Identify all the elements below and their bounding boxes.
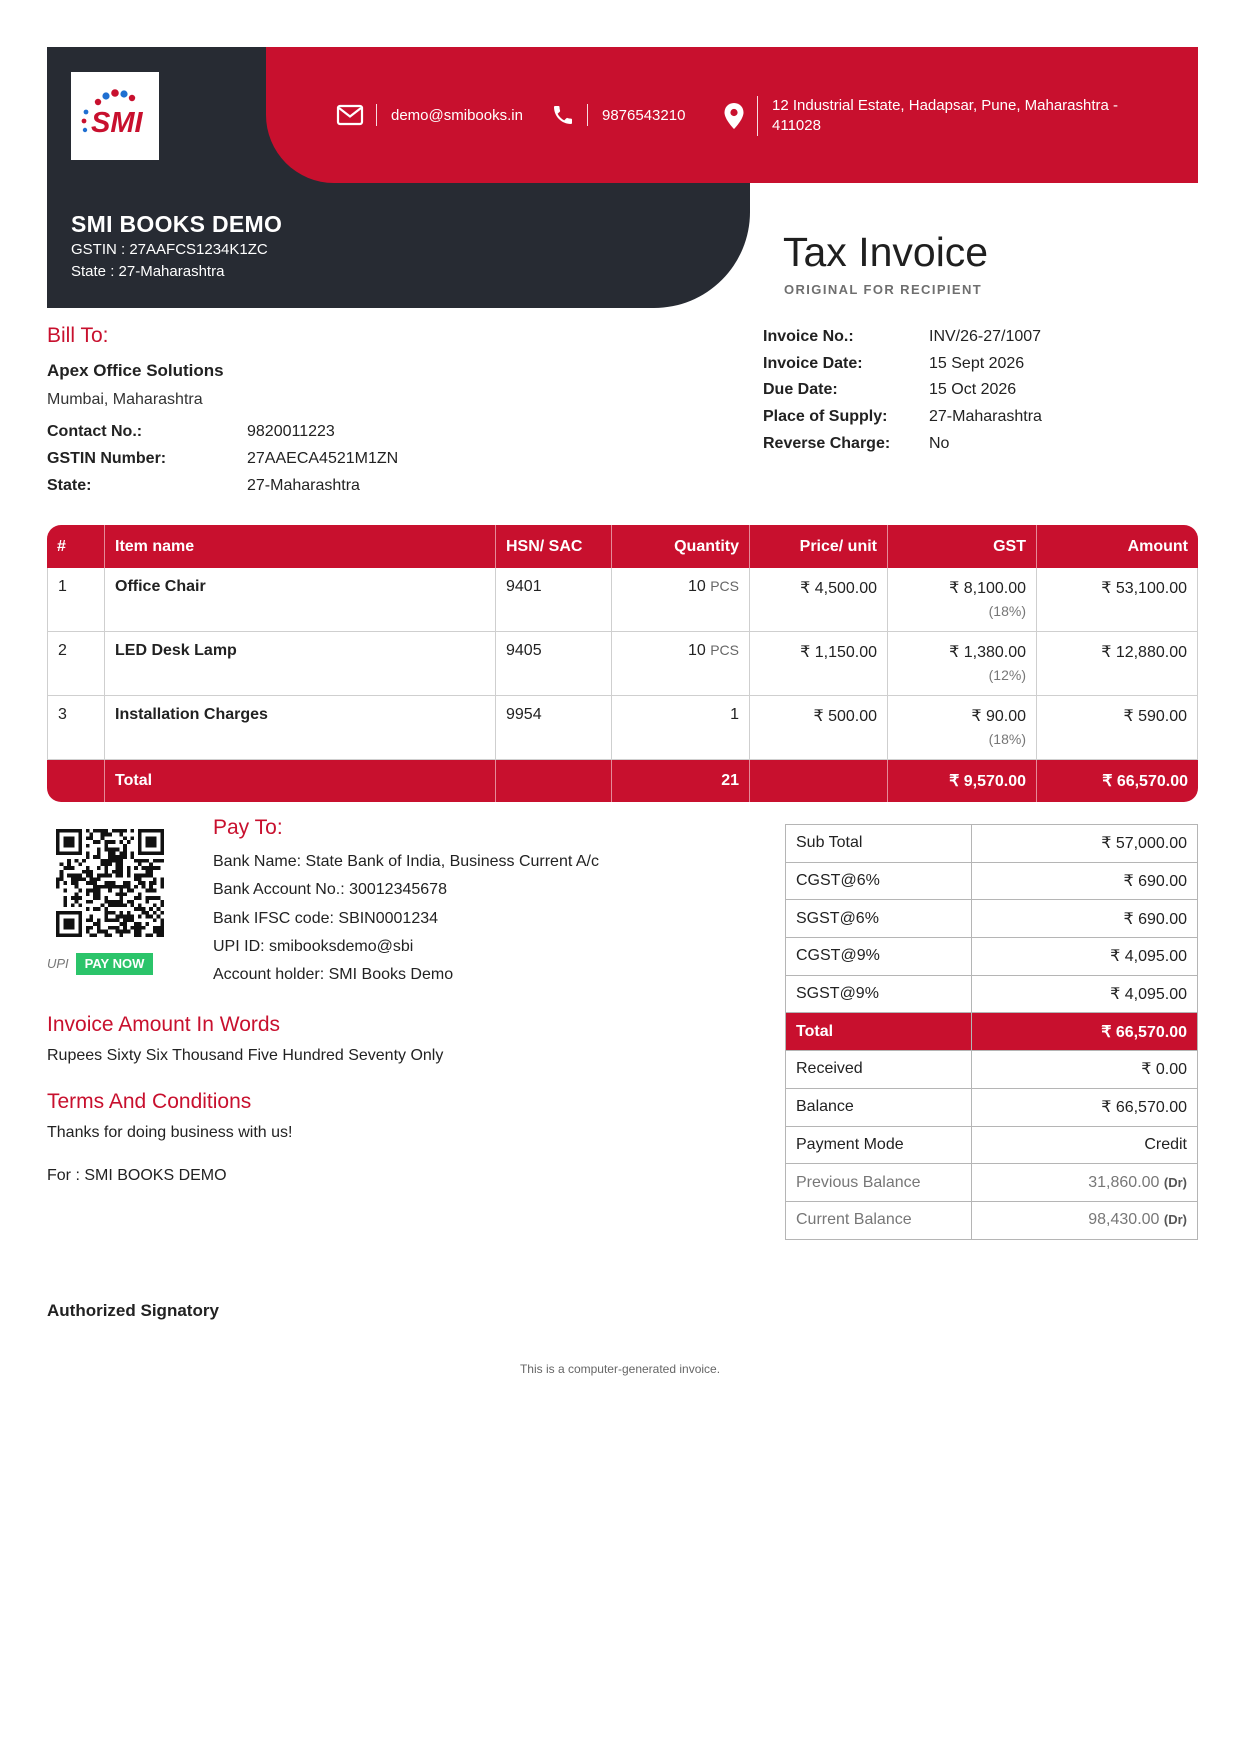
- summary-label: Payment Mode: [786, 1126, 972, 1164]
- col-header-gst: GST: [888, 525, 1037, 568]
- summary-label: Previous Balance: [786, 1164, 972, 1202]
- item-hsn: 9954: [496, 696, 612, 760]
- total-blank: [750, 760, 888, 802]
- terms-heading: Terms And Conditions: [47, 1090, 252, 1113]
- pay-to-heading: Pay To:: [213, 816, 283, 839]
- col-header-hsn: HSN/ SAC: [496, 525, 612, 568]
- total-blank: [47, 760, 105, 802]
- email-text[interactable]: demo@smibooks.in: [391, 106, 523, 124]
- customer-name: Apex Office Solutions: [47, 361, 224, 380]
- total-amount: ₹ 66,570.00: [1037, 760, 1198, 802]
- invoice-no-label: Invoice No.:: [763, 328, 854, 345]
- col-header-price: Price/ unit: [750, 525, 888, 568]
- col-header-number: #: [47, 525, 105, 568]
- summary-row: [786, 1051, 1198, 1089]
- col-header-quantity: Quantity: [612, 525, 750, 568]
- items-table: [47, 525, 1198, 802]
- summary-label: CGST@6%: [786, 862, 972, 900]
- invoice-date-label: Invoice Date:: [763, 355, 863, 372]
- summary-row: [786, 1126, 1198, 1164]
- item-price: ₹ 500.00: [750, 696, 888, 760]
- summary-row: [786, 975, 1198, 1013]
- footer-note: This is a computer-generated invoice.: [519, 1362, 721, 1376]
- items-header-row: [47, 525, 1198, 568]
- summary-value: [971, 1164, 1197, 1202]
- item-price: ₹ 1,150.00: [750, 632, 888, 696]
- summary-value: ₹ 66,570.00: [971, 1088, 1197, 1126]
- summary-value: ₹ 0.00: [971, 1051, 1197, 1089]
- for-company-line: For : SMI BOOKS DEMO: [47, 1167, 227, 1184]
- summary-row: [786, 862, 1198, 900]
- mail-icon: [336, 104, 364, 126]
- summary-value: Credit: [971, 1126, 1197, 1164]
- qty-value: 1: [730, 706, 739, 723]
- summary-value: ₹ 690.00: [971, 900, 1197, 938]
- item-gst: [888, 568, 1037, 632]
- total-gst: ₹ 9,570.00: [888, 760, 1037, 802]
- item-name: Installation Charges: [105, 696, 496, 760]
- location-pin-icon: [723, 102, 745, 130]
- bank-account: Bank Account No.: 30012345678: [213, 881, 447, 898]
- qty-value: 10: [687, 578, 706, 595]
- summary-value: ₹ 4,095.00: [971, 938, 1197, 976]
- bill-to-heading: Bill To:: [47, 324, 109, 347]
- summary-label: Total: [786, 1013, 972, 1051]
- gstin-label: GSTIN Number:: [47, 450, 167, 467]
- summary-label: Received: [786, 1051, 972, 1089]
- total-quantity: 21: [612, 760, 750, 802]
- invoice-date-value: 15 Sept 2026: [929, 355, 1025, 372]
- upi-qr-code[interactable]: [56, 829, 164, 937]
- summary-value: ₹ 66,570.00: [971, 1013, 1197, 1051]
- qty-value: 10: [687, 642, 706, 659]
- company-logo: [71, 72, 159, 160]
- phone-contact[interactable]: [551, 100, 685, 130]
- summary-value: ₹ 57,000.00: [971, 825, 1197, 863]
- gst-percent: (18%): [988, 731, 1026, 747]
- reverse-charge-label: Reverse Charge:: [763, 435, 891, 452]
- items-total-row: [47, 760, 1198, 802]
- email-contact[interactable]: [336, 100, 523, 130]
- amount-in-words-heading: Invoice Amount In Words: [47, 1013, 281, 1036]
- item-gst: [888, 632, 1037, 696]
- address-contact: [723, 94, 1132, 138]
- summary-table: [785, 824, 1198, 1240]
- item-hsn: 9401: [496, 568, 612, 632]
- pay-now-button[interactable]: PAY NOW: [76, 953, 153, 975]
- debit-badge: (Dr): [1163, 1212, 1187, 1228]
- place-of-supply-label: Place of Supply:: [763, 408, 888, 425]
- summary-label: Sub Total: [786, 825, 972, 863]
- item-number: 2: [47, 632, 105, 696]
- bank-ifsc: Bank IFSC code: SBIN0001234: [213, 910, 439, 927]
- address-text: 12 Industrial Estate, Hadapsar, Pune, Maharashtra - 411028: [772, 97, 1119, 134]
- table-row: [47, 568, 1198, 632]
- summary-row: [786, 1201, 1198, 1239]
- summary-label: SGST@9%: [786, 975, 972, 1013]
- item-amount: ₹ 12,880.00: [1037, 632, 1198, 696]
- item-quantity: [612, 568, 750, 632]
- gst-value: ₹ 1,380.00: [949, 644, 1026, 661]
- divider: [587, 104, 588, 126]
- qty-unit: PCS: [710, 642, 739, 658]
- svg-text:SMI: SMI: [91, 107, 143, 139]
- summary-row: [786, 1088, 1198, 1126]
- gstin-value: 27AAECA4521M1ZN: [247, 450, 399, 467]
- table-row: [47, 696, 1198, 760]
- summary-row: [786, 900, 1198, 938]
- gst-percent: (12%): [988, 667, 1026, 683]
- item-number: 1: [47, 568, 105, 632]
- balance-amount: 98,430.00: [1088, 1211, 1160, 1229]
- reverse-charge-value: No: [929, 435, 950, 452]
- item-price: ₹ 4,500.00: [750, 568, 888, 632]
- col-header-amount: Amount: [1037, 525, 1198, 568]
- total-label: Total: [105, 760, 496, 802]
- terms-text: Thanks for doing business with us!: [47, 1124, 293, 1141]
- upi-label: UPI: [47, 956, 69, 971]
- item-number: 3: [47, 696, 105, 760]
- summary-value: ₹ 690.00: [971, 862, 1197, 900]
- gst-value: ₹ 90.00: [971, 708, 1026, 725]
- table-row: [47, 632, 1198, 696]
- qty-unit: PCS: [710, 578, 739, 594]
- gst-percent: (18%): [988, 603, 1026, 619]
- divider: [376, 104, 377, 126]
- divider: [757, 96, 758, 136]
- summary-label: CGST@9%: [786, 938, 972, 976]
- item-gst: [888, 696, 1037, 760]
- document-subtitle: ORIGINAL FOR RECIPIENT: [784, 282, 983, 297]
- due-date-label: Due Date:: [763, 381, 838, 398]
- due-date-value: 15 Oct 2026: [929, 381, 1017, 398]
- smi-logo-icon: [71, 72, 159, 160]
- phone-icon: [551, 103, 575, 127]
- item-quantity: [612, 632, 750, 696]
- place-of-supply-value: 27-Maharashtra: [929, 408, 1042, 425]
- amount-in-words-text: Rupees Sixty Six Thousand Five Hundred Seventy Only: [47, 1047, 444, 1064]
- contact-label: Contact No.:: [47, 423, 143, 440]
- summary-label: Balance: [786, 1088, 972, 1126]
- summary-value: [971, 1201, 1197, 1239]
- summary-row: [786, 938, 1198, 976]
- state-label: State:: [47, 477, 92, 494]
- item-name: Office Chair: [105, 568, 496, 632]
- item-amount: ₹ 53,100.00: [1037, 568, 1198, 632]
- company-state: State : 27-Maharashtra: [71, 263, 225, 280]
- document-title: Tax Invoice: [783, 229, 989, 275]
- item-name: LED Desk Lamp: [105, 632, 496, 696]
- gst-value: ₹ 8,100.00: [949, 580, 1026, 597]
- summary-label: Current Balance: [786, 1201, 972, 1239]
- balance-amount: 31,860.00: [1088, 1173, 1160, 1191]
- state-value: 27-Maharashtra: [247, 477, 360, 494]
- debit-badge: (Dr): [1163, 1174, 1187, 1190]
- summary-value: ₹ 4,095.00: [971, 975, 1197, 1013]
- bank-name: Bank Name: State Bank of India, Business Current A/c: [213, 853, 599, 870]
- customer-address: Mumbai, Maharashtra: [47, 391, 203, 408]
- upi-id: UPI ID: smibooksdemo@sbi: [213, 938, 414, 955]
- summary-total-row: [786, 1013, 1198, 1051]
- company-gstin: GSTIN : 27AAFCS1234K1ZC: [71, 241, 268, 258]
- phone-text[interactable]: 9876543210: [602, 106, 686, 124]
- item-amount: ₹ 590.00: [1037, 696, 1198, 760]
- item-quantity: [612, 696, 750, 760]
- contact-value: 9820011223: [247, 423, 335, 440]
- authorized-signatory: Authorized Signatory: [47, 1301, 219, 1320]
- company-name: SMI BOOKS DEMO: [71, 211, 283, 237]
- col-header-item-name: Item name: [105, 525, 496, 568]
- invoice-no-value: INV/26-27/1007: [929, 328, 1042, 345]
- account-holder: Account holder: SMI Books Demo: [213, 966, 454, 983]
- item-hsn: 9405: [496, 632, 612, 696]
- summary-row: [786, 825, 1198, 863]
- total-blank: [496, 760, 612, 802]
- summary-label: SGST@6%: [786, 900, 972, 938]
- qr-modules: [56, 829, 164, 937]
- summary-row: [786, 1164, 1198, 1202]
